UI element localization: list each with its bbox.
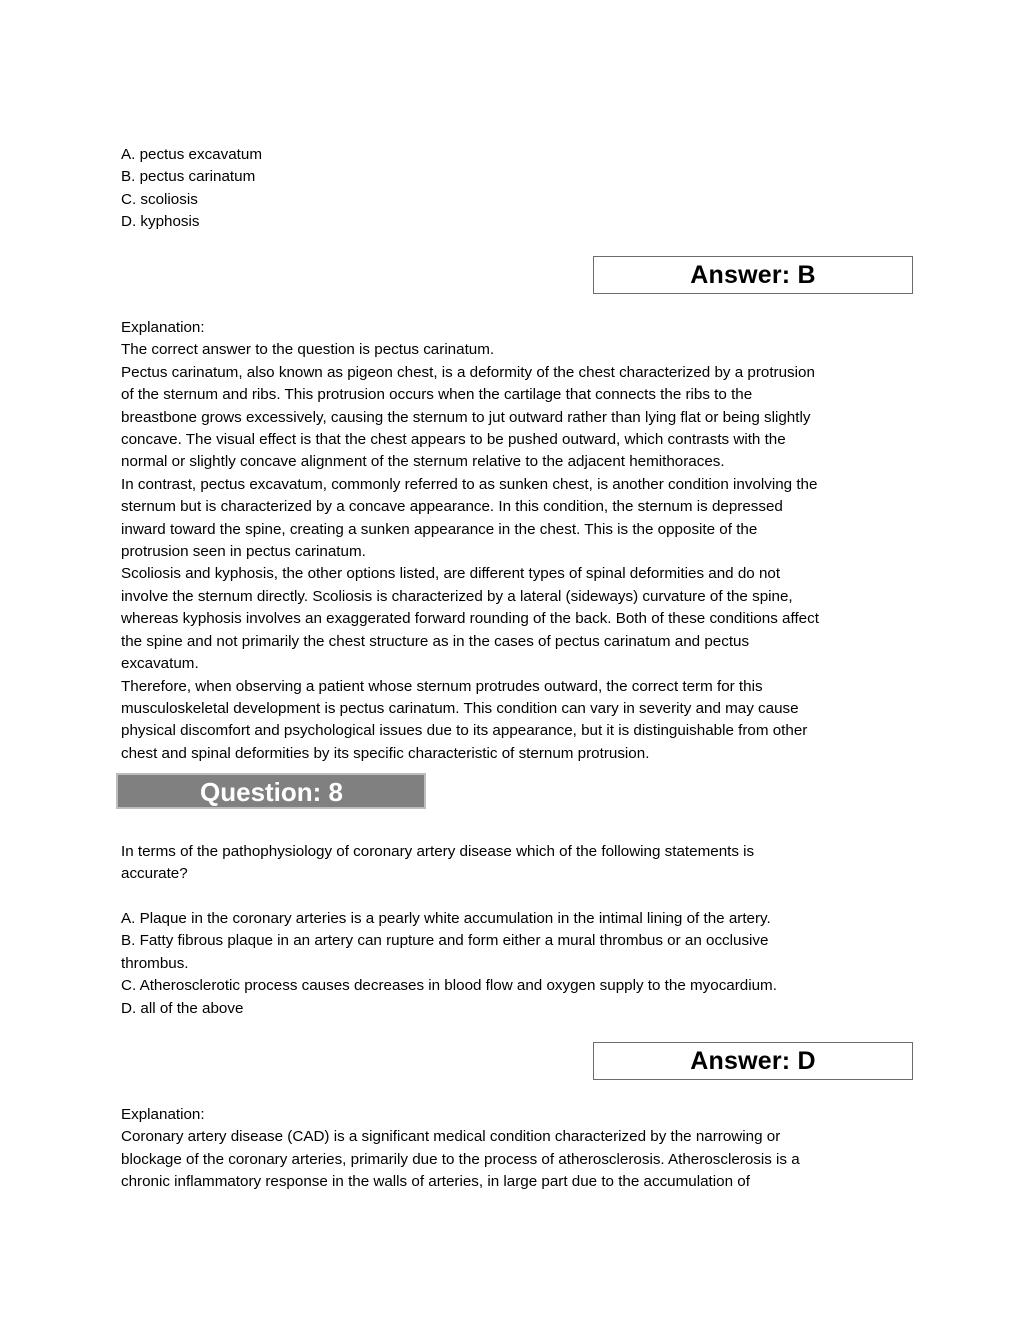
q7-explanation: [121, 317, 911, 765]
q8-question-line: accurate?: [121, 865, 188, 883]
q7-explanation-line: excavatum.: [121, 655, 199, 673]
q7-explanation-line: involve the sternum directly. Scoliosis is characterized by a lateral (sideways) curvature of the spine,: [121, 587, 793, 605]
q7-option-d: D. kyphosis: [121, 213, 200, 231]
q7-option-b: B. pectus carinatum: [121, 168, 256, 186]
q8-question-line: In terms of the pathophysiology of coronary artery disease which of the following statements is: [121, 843, 755, 860]
q8-option-b-continued: thrombus.: [121, 954, 189, 972]
q7-explanation-line: inward toward the spine, creating a sunken appearance in the chest. This is the opposite of the: [121, 520, 758, 538]
question-heading-banner: [116, 773, 426, 809]
q7-explanation-line: Pectus carinatum, also known as pigeon chest, is a deformity of the chest characterized by a protrusion: [121, 363, 815, 381]
q7-explanation-line: In contrast, pectus excavatum, commonly referred to as sunken chest, is another condition involving the: [121, 475, 818, 493]
q7-explanation-line: protrusion seen in pectus carinatum.: [121, 543, 366, 561]
q7-explanation-line: whereas kyphosis involves an exaggerated forward rounding of the back. Both of these conditions affect: [121, 610, 819, 628]
q8-options: [121, 908, 911, 1020]
q7-explanation-line: Explanation:: [121, 319, 205, 336]
question-heading-label: Question: 8: [200, 777, 344, 807]
q7-explanation-line: musculoskeletal development is pectus carinatum. This condition can vary in severity and may cause: [121, 699, 799, 717]
q7-answer-box: Answer: B: [593, 256, 913, 294]
q8-explanation-line: blockage of the coronary arteries, primarily due to the process of atherosclerosis. Atherosclerosis is a: [121, 1150, 800, 1168]
q7-explanation-line: chest and spinal deformities by its specific characteristic of sternum protrusion.: [121, 744, 650, 762]
q7-explanation-line: of the sternum and ribs. This protrusion occurs when the cartilage that connects the ribs to the: [121, 386, 753, 404]
q7-explanation-line: physical discomfort and psychological issues due to its appearance, but it is distinguishable from other: [121, 722, 808, 740]
q8-explanation: [121, 1104, 911, 1194]
q8-option-b: B. Fatty fibrous plaque in an artery can rupture and form either a mural thrombus or an occlusive: [121, 932, 769, 950]
q7-explanation-line: Therefore, when observing a patient whose sternum protrudes outward, the correct term for this: [121, 677, 763, 695]
q8-question-text: [121, 841, 911, 886]
q7-option-c: C. scoliosis: [121, 190, 198, 208]
q7-explanation-line: Scoliosis and kyphosis, the other options listed, are different types of spinal deformities and do not: [121, 565, 781, 583]
q7-explanation-line: sternum but is characterized by a concave appearance. In this condition, the sternum is depressed: [121, 498, 783, 516]
q8-explanation-line: chronic inflammatory response in the walls of arteries, in large part due to the accumulation of: [121, 1173, 750, 1191]
q8-explanation-line: Coronary artery disease (CAD) is a significant medical condition characterized by the narrowing or: [121, 1128, 781, 1146]
q7-option-a: A. pectus excavatum: [121, 146, 262, 163]
q7-explanation-line: normal or slightly concave alignment of the sternum relative to the adjacent hemithoraces.: [121, 453, 725, 471]
q8-answer-box: Answer: D: [593, 1042, 913, 1080]
q7-explanation-line: breastbone grows excessively, causing the sternum to jut outward rather than lying flat or being slightly: [121, 408, 811, 426]
q8-option-d: D. all of the above: [121, 999, 244, 1017]
q8-option-a: A. Plaque in the coronary arteries is a pearly white accumulation in the intimal lining of the artery.: [121, 910, 771, 927]
q7-explanation-line: The correct answer to the question is pectus carinatum.: [121, 341, 495, 359]
q7-explanation-line: concave. The visual effect is that the chest appears to be pushed outward, which contrasts with the: [121, 431, 786, 449]
q8-explanation-line: Explanation:: [121, 1106, 205, 1123]
q7-options: [121, 144, 911, 234]
q8-option-c: C. Atherosclerotic process causes decreases in blood flow and oxygen supply to the myocardium.: [121, 977, 777, 995]
q7-explanation-line: the spine and not primarily the chest structure as in the cases of pectus carinatum and pectus: [121, 632, 750, 650]
